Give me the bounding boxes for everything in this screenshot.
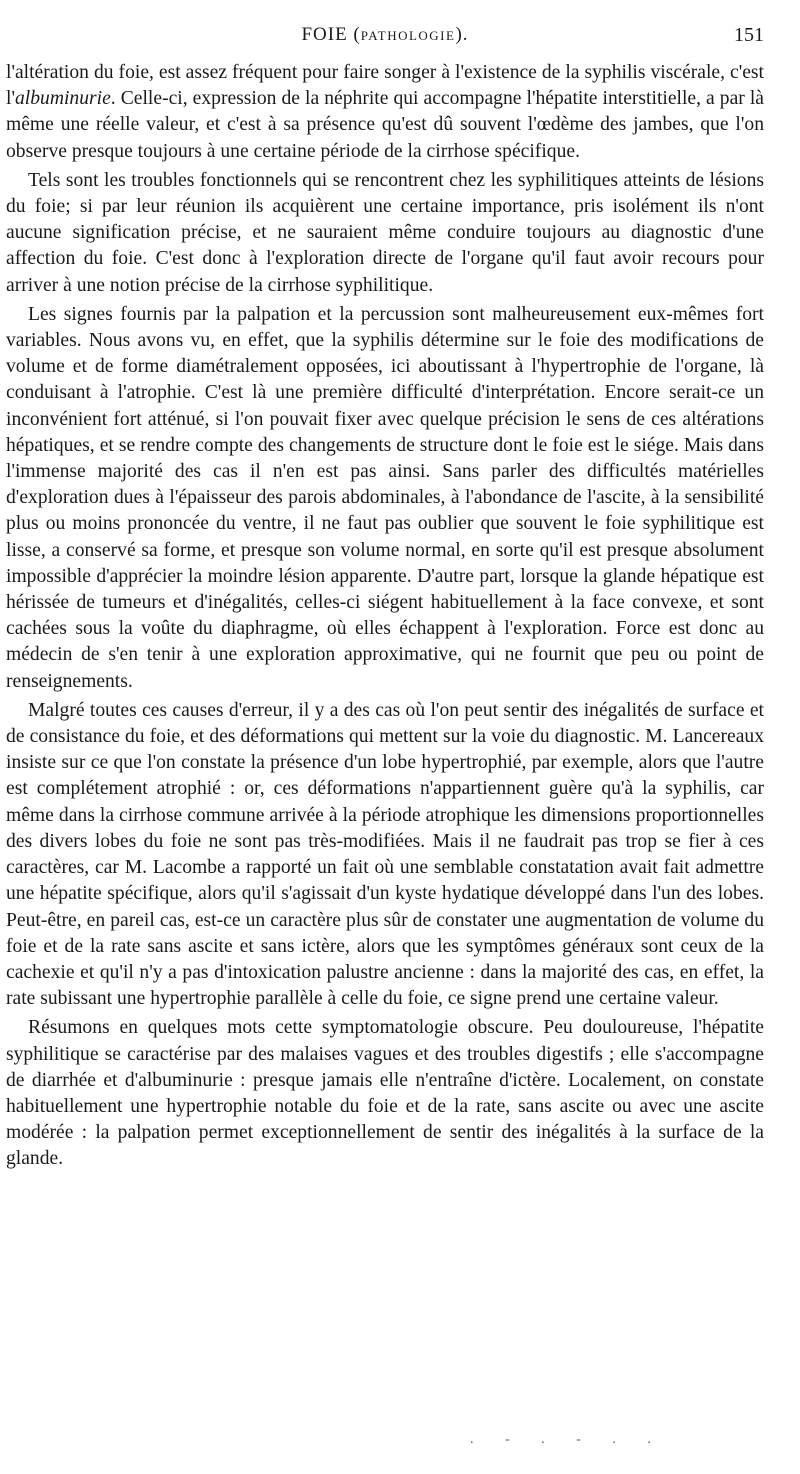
running-head-smallcaps: PATHOLOGIE [360,28,456,43]
paragraph-4: Malgré toutes ces causes d'erreur, il y a des cas où l'on peut sentir des inégalités de surface et de consistance du foie, et des déformations qui mettent sur la voie du diagnostic. M. Lancereaux insiste sur ce que l'on constate la présence d'un lobe hypertrophié, par exemple, alors que l'autre est complétement atrophié : or, ces déformations n'appartiennent guère qu'à la syphilis, car même dans la cirrhose commune arrivée à la période atrophique les dimensions proportionnelles des divers lobes du foie ne sont pas très-modifiées. Mais il ne faudrait pas trop se fier à ces caractères, car M. Lacombe a rapporté un fait où une semblable constatation avait fait admettre une hépatite spécifique, alors qu'il s'agissait d'un kyste hydatique développé dans l'un des lobes. Peut-être, en pareil cas, est-ce un caractère plus sûr de constater une augmentation de volume du foie et de la rate sans ascite et sans ictère, alors que les symptômes généraux sont ceux de la cachexie et qu'il n'y a pas d'intoxication palustre ancienne : dans la majorité des cas, en effet, la rate subissant une hypertrophie parallèle à celle du foie, ce signe prend une certaine valeur. [6,699,764,1010]
paragraph-3: Les signes fournis par la palpation et la percussion sont malheureusement eux-mêmes fort variables. Nous avons vu, en effet, que la syphilis détermine sur le foie des modifications de volume et de forme diamétralement opposées, ici aboutissant à l'hypertrophie de l'organe, là conduisant à l'atrophie. C'est là une première difficulté d'interprétation. Encore serait-ce un inconvénient fort atténué, si l'on pouvait fixer avec quelque précision le sens de ces altérations hépatiques, et se rendre compte des changements de structure dont le foie est le siége. Mais dans l'immense majorité des cas il n'en est pas ainsi. Sans parler des difficultés matérielles d'exploration dues à l'épaisseur des parois abdominales, à l'abondance de l'ascite, à la sensibilité plus ou moins prononcée du ventre, il ne faut pas oublier que souvent le foie syphilitique est lisse, a conservé sa forme, et presque son volume normal, en sorte qu'il est presque absolument impossible d'apprécier la moindre lésion apparente. D'autre part, lorsque la glande hépatique est hérissée de tumeurs et d'inégalités, celles-ci siégent habituellement à la face convexe, et sont cachées sous la voûte du diaphragme, où elles échappent à l'exploration. Force est donc au médecin de s'en tenir à une exploration approximative, qui ne fournit que peu ou point de renseignements. [6,303,764,692]
page-number: 151 [734,24,764,46]
running-head-close: ). [455,24,469,45]
running-head-main: FOIE ( [301,24,361,45]
running-head [6,24,764,46]
paragraph-1 [6,60,764,165]
paragraph-1-before: l'altération du foie, est assez fréquent pour faire songer à l'existence de la syphilis viscérale, c'est l' [6,62,764,110]
page-header [6,24,764,52]
paragraph-1-after: . Celle-ci, expression de la néphrite qui accompagne l'hépatite interstitielle, a par là même une réelle valeur, et c'est à sa présence qu'est dû souvent l'œdème des jambes, que l'on observe presque toujours à une certaine période de la cirrhose spécifique. [6,88,764,162]
body-text [6,60,764,1176]
footer-marks: . - . - . . [470,1432,665,1447]
paragraph-2: Tels sont les troubles fonctionnels qui se rencontrent chez les syphilitiques atteints de lésions du foie; si par leur réunion ils acquièrent une certaine importance, pris isolément ils n'ont aucune signification précise, et ne sauraient même conduire toujours au diagnostic d'une affection du foie. C'est donc à l'exploration directe de l'organe qu'il faut avoir recours pour arriver à une notion précise de la cirrhose syphilitique. [6,169,764,296]
paragraph-5: Résumons en quelques mots cette symptomatologie obscure. Peu douloureuse, l'hépatite syphilitique se caractérise par des malaises vagues et des troubles digestifs ; elle s'accompagne de diarrhée et d'albuminurie : presque jamais elle n'entraîne d'ictère. Localement, on constate habituellement une hypertrophie notable du foie et de la rate, sans ascite ou avec une ascite modérée : la palpation permet exceptionnellement de sentir des inégalités à la surface de la glande. [6,1017,764,1170]
paragraph-1-emphasis: albuminurie [14,88,111,110]
